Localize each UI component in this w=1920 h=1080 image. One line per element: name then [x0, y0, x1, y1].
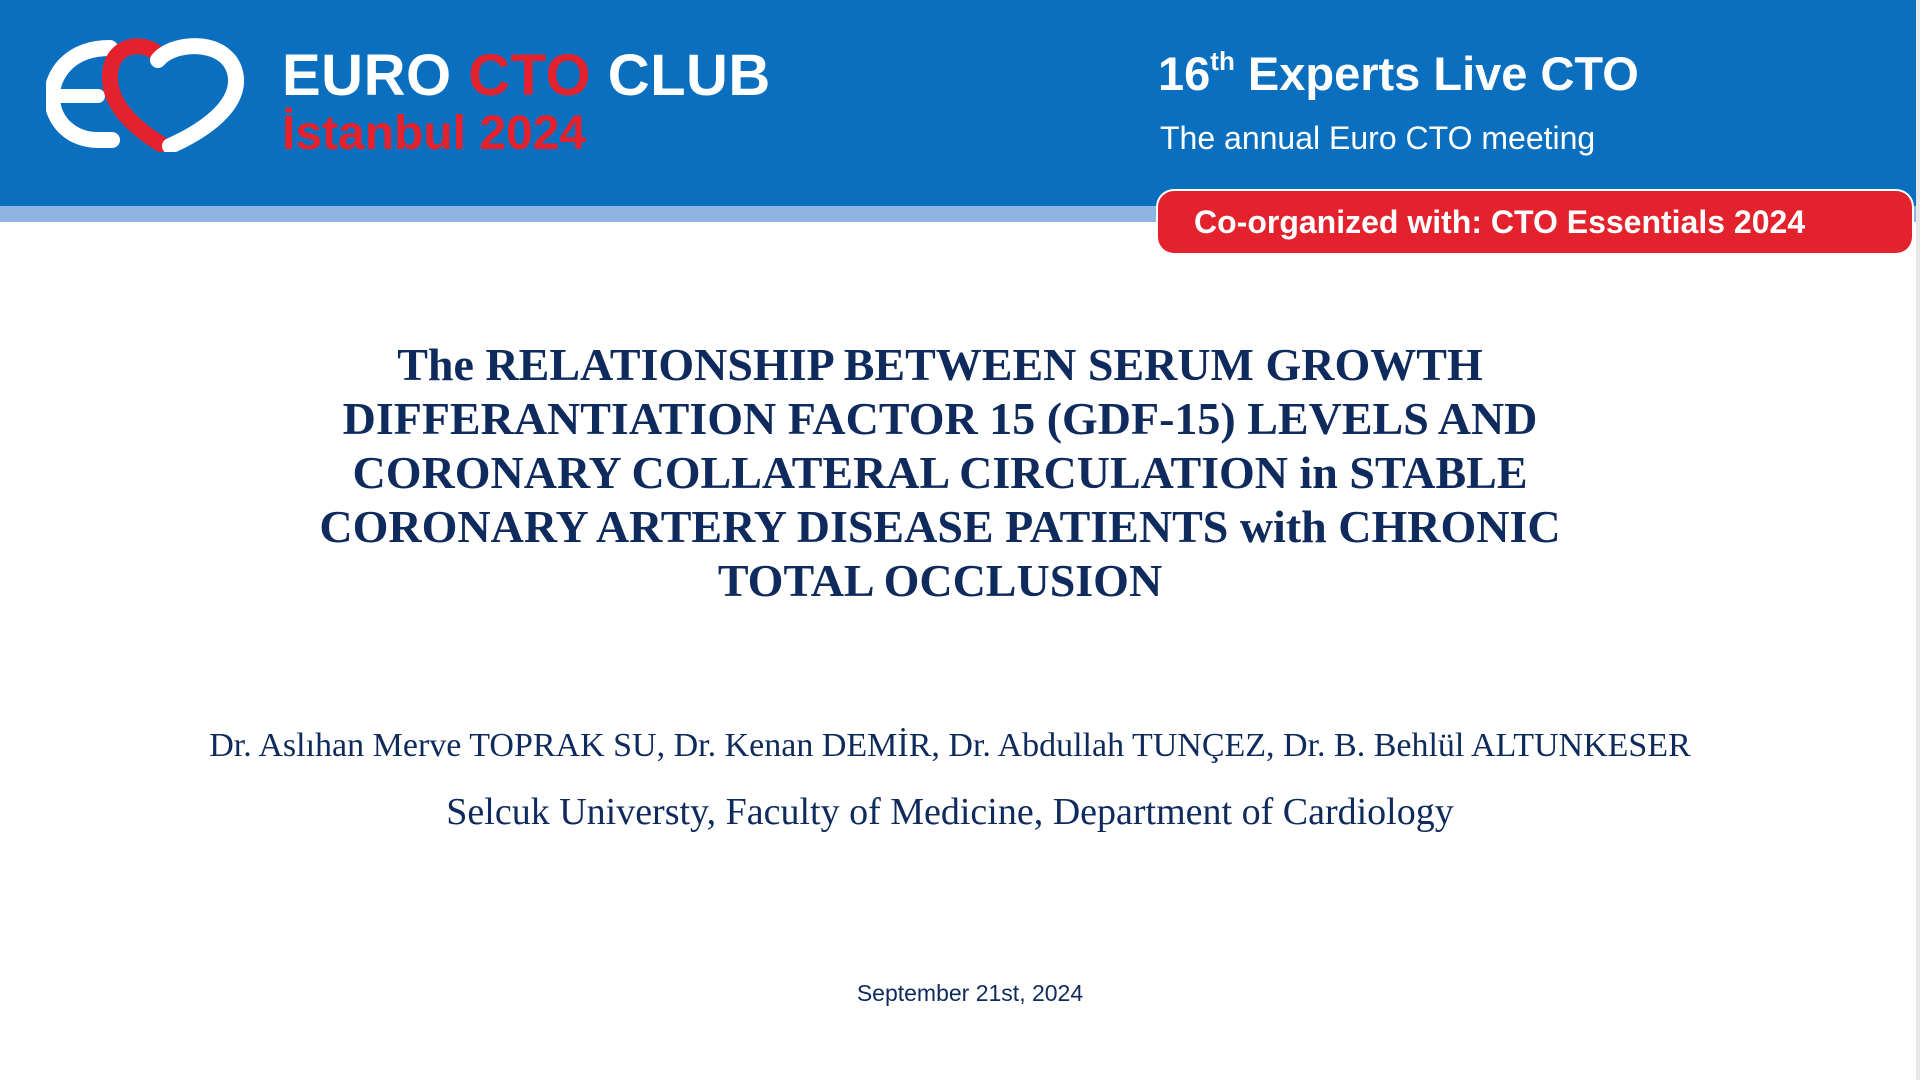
- event-ordinal: 16: [1158, 47, 1211, 100]
- club-title: [282, 44, 771, 108]
- presentation-date: September 21st, 2024: [856, 980, 1084, 1006]
- club-title-highlight: CTO: [468, 43, 592, 108]
- paper-title-line: DIFFERANTIATION FACTOR 15 (GDF-15) LEVELS AND: [342, 393, 1538, 444]
- club-city: İstanbul 2024: [282, 107, 587, 160]
- slide-edge: [1916, 0, 1920, 1080]
- paper-title: [210, 338, 1670, 608]
- paper-title-line: The RELATIONSHIP BETWEEN SERUM GROWTH: [397, 339, 1483, 390]
- paper-title-line: CORONARY ARTERY DISEASE PATIENTS with CHRONIC: [319, 501, 1561, 552]
- event-title-rest: Experts Live CTO: [1234, 47, 1639, 100]
- coorganized-banner: [1158, 191, 1912, 253]
- coorganized-text: Co-organized with: CTO Essentials 2024: [1194, 204, 1806, 240]
- paper-title-line: CORONARY COLLATERAL CIRCULATION in STABLE: [352, 447, 1528, 498]
- event-subtitle: The annual Euro CTO meeting: [1160, 120, 1596, 156]
- affiliation: Selcuk Universty, Faculty of Medicine, Department of Cardiology: [446, 791, 1454, 833]
- event-title: [1158, 46, 1639, 102]
- club-title-prefix: EURO: [282, 43, 469, 108]
- euro-cto-heart-logo-icon: [46, 34, 246, 152]
- author-list: Dr. Aslıhan Merve TOPRAK SU, Dr. Kenan DEMİR, Dr. Abdullah TUNÇEZ, Dr. B. Behlül ALTUNKESER: [209, 727, 1691, 764]
- club-title-suffix: CLUB: [591, 43, 771, 108]
- event-ordinal-suffix: th: [1210, 46, 1235, 76]
- paper-title-line: TOTAL OCCLUSION: [717, 555, 1163, 606]
